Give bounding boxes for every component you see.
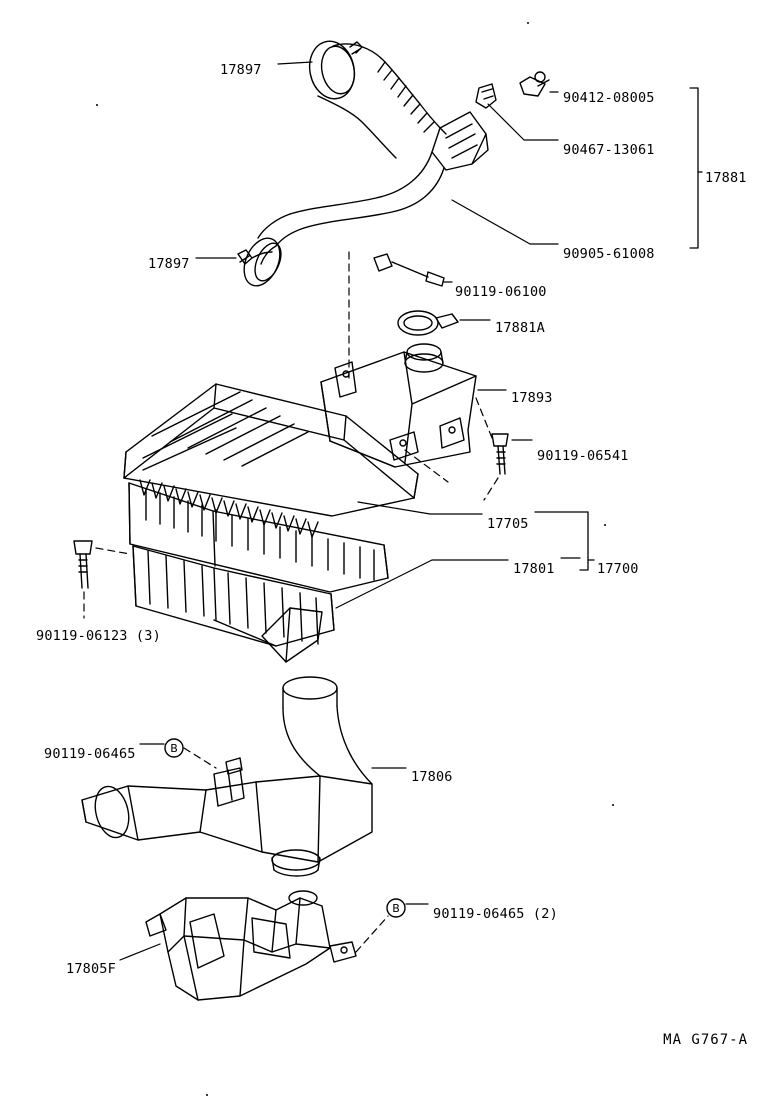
callout-90412-08005: 90412-08005 xyxy=(563,90,655,106)
dash-bolt-06123 xyxy=(96,548,130,554)
scan-dot-4 xyxy=(612,804,614,806)
callout-90905-61008: 90905-61008 xyxy=(563,246,655,262)
scan-dot-1 xyxy=(527,22,529,24)
dash-06465-1 xyxy=(184,748,216,768)
balloon-letter-b2: B xyxy=(392,902,400,915)
leader-17897-top xyxy=(278,62,312,64)
clamp-17897-top xyxy=(304,37,362,103)
callout-17881A: 17881A xyxy=(495,320,545,336)
bracket-17700 xyxy=(580,512,594,570)
callout-90119-06465-1: 90119-06465 xyxy=(44,746,136,762)
bolt-90119-06123 xyxy=(74,541,92,588)
callout-17897-bottom: 17897 xyxy=(148,256,190,272)
dash-bolt-06541 xyxy=(476,398,492,438)
clamp-17897-bottom xyxy=(238,250,272,264)
callout-17881: 17881 xyxy=(705,170,747,186)
callout-17801: 17801 xyxy=(513,561,555,577)
grommet-90467-13061 xyxy=(476,84,496,108)
air-inlet-duct-17806 xyxy=(82,677,372,876)
leader-17705 xyxy=(358,502,482,514)
figure-code: MA G767-A xyxy=(663,1032,748,1048)
callout-90119-06465-2: 90119-06465 (2) xyxy=(433,906,558,922)
bolt-90119-06541 xyxy=(492,434,508,474)
clamp-17881A xyxy=(398,311,458,335)
callout-17893: 17893 xyxy=(511,390,553,406)
leader-90467 xyxy=(488,104,558,140)
balloon-letter-b1: B xyxy=(170,742,178,755)
scan-dot-2 xyxy=(96,104,98,106)
callout-90119-06100: 90119-06100 xyxy=(455,284,547,300)
callout-17700: 17700 xyxy=(597,561,639,577)
leader-90905 xyxy=(452,200,558,244)
air-cleaner-case-body xyxy=(133,546,334,662)
bracket-17881 xyxy=(690,88,702,248)
callout-90119-06541: 90119-06541 xyxy=(537,448,629,464)
dash-06465-2 xyxy=(356,916,388,952)
callout-17806: 17806 xyxy=(411,769,453,785)
callout-17897-top: 17897 xyxy=(220,62,262,78)
resonator-17893 xyxy=(321,344,476,467)
callout-90467-13061: 90467-13061 xyxy=(563,142,655,158)
air-intake-hose-17881 xyxy=(237,44,488,291)
air-filter-element-17801 xyxy=(129,480,388,592)
bolt-90119-06100 xyxy=(374,254,444,286)
fitting-90412-08005 xyxy=(520,72,549,96)
callout-17705: 17705 xyxy=(487,516,529,532)
callout-17805F: 17805F xyxy=(66,961,116,977)
dash-bolt-06541-b xyxy=(484,478,498,500)
air-inlet-17805F xyxy=(146,891,356,1000)
scan-dot-5 xyxy=(206,1094,208,1096)
leader-17805F xyxy=(120,944,160,960)
scan-dot-3 xyxy=(604,524,606,526)
callout-90119-06123: 90119-06123 (3) xyxy=(36,628,161,644)
